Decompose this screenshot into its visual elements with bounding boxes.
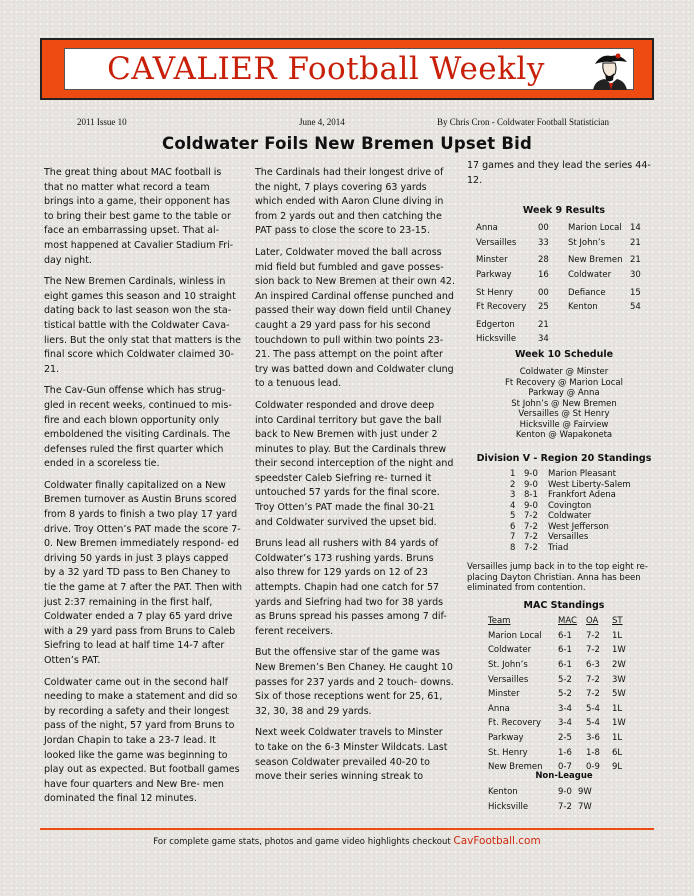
overall-record: 5-4 [586, 703, 600, 714]
team-name: Anna [476, 223, 498, 234]
team-name: St. John’s [488, 660, 528, 671]
rank: 2 [510, 479, 516, 490]
result-row [476, 285, 549, 300]
streak: 1L [612, 630, 623, 641]
record: 8-1 [524, 490, 538, 500]
week9-results-right [568, 221, 641, 315]
team-name: Versailles [488, 674, 529, 685]
issue-date: June 4, 2014 [299, 117, 345, 127]
result-row [476, 332, 549, 347]
scheduled-game: Versailles @ St Henry [518, 409, 610, 419]
mac-record: 6-1 [558, 630, 572, 641]
nonleague-title: Non-League [535, 771, 593, 781]
streak: 2W [612, 660, 626, 671]
record: 7-2 [524, 511, 538, 521]
team-name: Coldwater [548, 511, 592, 521]
overall-record: 7-2 [586, 689, 600, 700]
overall-record: 1-8 [586, 747, 600, 758]
streak: 1L [612, 733, 623, 744]
overall-record: 6-3 [586, 660, 600, 671]
rank: 8 [510, 542, 516, 553]
mac-record: 6-1 [558, 645, 572, 656]
overall-record: 5-4 [586, 718, 600, 729]
scheduled-game: Kenton @ Wapakoneta [515, 430, 613, 440]
result-row [476, 253, 549, 268]
team-name: Coldwater [568, 270, 612, 281]
team-name: Parkway [476, 270, 512, 281]
region-standings [510, 469, 631, 553]
record: 7-2 [524, 521, 538, 532]
record: 9-0 [524, 479, 538, 490]
team-name: Marion Local [568, 223, 622, 234]
standing-row [510, 480, 631, 491]
result-row [568, 236, 641, 251]
mac-record: 5-2 [558, 674, 572, 685]
team-name: Edgerton [476, 319, 515, 330]
article-continuation [467, 159, 661, 195]
rank: 7 [510, 532, 516, 542]
mac-standings-title: MAC Standings [523, 600, 605, 611]
record: 7-2 [524, 532, 538, 542]
team-score: 30 [630, 270, 641, 281]
team-name: Frankfort Adena [548, 490, 616, 500]
mac-record: 1-6 [558, 747, 572, 758]
headline: Coldwater Foils New Bremen Upset Bid [162, 134, 532, 153]
team-name: New Bremen [488, 762, 543, 773]
column-header: Team [488, 616, 511, 627]
week9-title: Week 9 Results [522, 205, 606, 216]
paragraph: Coldwater finally capitalized on a New Bremen turnover as Austin Bruns scored from 8 yards to finish a two play 17 yard drive. Troy Otten’s PAT made the score 7-0. New Bremen immediately respond- ed driving 50 yards in just 3 plays capped by a 32 yard TD pass to Ben Chaney to tie the game at 7 after the PAT. Then with just 2:37 remaining in the first half, Coldwater ended a 7 play 65 yard drive with a 29 yard pass from Bruns to Caleb Siefring to lead at half time 14-7 after Otten’s PAT. [44, 479, 243, 666]
team-score: 00 [538, 287, 549, 298]
result-row [476, 236, 549, 251]
masthead-title: CAVALIER Football Weekly [107, 51, 545, 87]
team-name: Triad [548, 542, 569, 553]
article-column-1 [44, 166, 242, 814]
result-row [568, 221, 641, 236]
team-name: Kenton [488, 787, 518, 798]
paragraph: The great thing about MAC football is that no matter what record a team brings into a game, their opponent has to bring their best game to the table or face an embarrassing upset. That al- most happened at Cavalier Stadium Fri- day night. [44, 167, 234, 266]
footer-rule [40, 828, 654, 830]
mac-record: 3-4 [558, 703, 572, 714]
team-score: 28 [538, 255, 549, 266]
scheduled-game: Ft Recovery @ Marion Local [505, 377, 623, 388]
streak: 9W [578, 787, 592, 798]
region-standings-title: Division V - Region 20 Standings [476, 453, 652, 464]
mac-header-row [488, 614, 626, 629]
paragraph: 17 games and they lead the series 44- 12. [467, 160, 651, 186]
footer [40, 835, 654, 847]
rank: 4 [510, 500, 516, 511]
byline: By Chris Cron - Coldwater Football Statistician [437, 117, 609, 127]
mac-standing-row [488, 672, 626, 687]
scheduled-game: Hicksville @ Fairview [519, 419, 609, 430]
overall-record: 9-0 [558, 787, 572, 798]
streak: 1W [612, 645, 626, 656]
column-header: MAC [558, 616, 577, 627]
issue-number: 2011 Issue 10 [77, 117, 127, 127]
result-row [476, 221, 549, 236]
team-name: Parkway [488, 733, 524, 744]
streak: 1W [612, 718, 626, 729]
team-score: 34 [538, 334, 549, 345]
paragraph: The New Bremen Cardinals, winless in eight games this season and 10 straight dating back to last season won the sta- tistical battle with the Coldwater Cava- liers. But the only stat that matters is the final score which Coldwater claimed 30-21. [44, 276, 242, 375]
standing-row [510, 469, 631, 480]
rank: 1 [510, 469, 516, 479]
team-name: Covington [548, 500, 592, 511]
paragraph: Bruns lead all rushers with 84 yards of Coldwater’s 173 rushing yards. Bruns also threw for 129 yards on 12 of 23 attempts. Chapin had one catch for 57 yards and Siefring had two for 38 yards as Bruns spread his passes among 7 dif- ferent receivers. [255, 538, 447, 637]
mac-record: 2-5 [558, 733, 572, 744]
team-name: Marion Local [488, 630, 542, 641]
team-name: Defiance [568, 287, 606, 298]
team-score: 25 [538, 302, 549, 313]
nonleague-row [488, 800, 592, 815]
team-name: West Liberty-Salem [548, 479, 631, 490]
team-name: Versailles [476, 237, 517, 248]
paragraph: Next week Coldwater travels to Minster to take on the 6-3 Minster Wildcats. Last season Coldwater prevailed 40-20 to move their series winning streak to [255, 727, 448, 783]
streak: 7W [578, 801, 592, 812]
standing-row [510, 522, 631, 533]
masthead-banner [40, 38, 654, 100]
paragraph: The Cardinals had their longest drive of the night, 7 plays covering 63 yards which ended with Aaron Clune diving in from 2 yards out and then catching the PAT pass to close the score to 23-15. [255, 167, 444, 237]
team-name: Hicksville [488, 801, 529, 812]
week10-schedule [467, 367, 661, 441]
mac-record: 6-1 [558, 660, 572, 671]
standing-row [510, 490, 631, 501]
team-name: St Henry [476, 287, 513, 298]
team-name: Versailles [548, 532, 589, 542]
team-name: Anna [488, 703, 510, 714]
mac-record: 3-4 [558, 718, 572, 729]
paragraph: Coldwater came out in the second half needing to make a statement and did so by recording a safety and their longest pass of the night, 57 yard from Bruns to Jordan Chapin to take a 23-7 lead. It looked like the game was beginning to play out as expected. But football games have four quarters and New Bre- men dominated the final 12 minutes. [44, 676, 240, 805]
rank: 5 [510, 511, 516, 521]
mac-standings-table [488, 614, 626, 775]
team-name: Ft. Recovery [488, 718, 542, 729]
team-name: New Bremen [568, 255, 623, 266]
website-link[interactable]: CavFootball.com [453, 835, 541, 847]
mac-record: 5-2 [558, 689, 572, 700]
team-score: 21 [538, 319, 549, 330]
mac-standing-row [488, 629, 626, 644]
column-header: OA [586, 616, 599, 627]
nonleague-table [488, 785, 592, 814]
team-name: St John’s [568, 237, 606, 248]
scheduled-game: Coldwater @ Minster [519, 367, 609, 377]
result-row [568, 300, 641, 315]
week10-title: Week 10 Schedule [514, 349, 614, 360]
standing-row [510, 543, 631, 554]
record: 9-0 [524, 500, 538, 511]
article-column-2 [255, 166, 455, 792]
overall-record: 3-6 [586, 733, 600, 744]
rank: 6 [510, 521, 516, 532]
result-row [476, 300, 549, 315]
team-score: 16 [538, 270, 549, 281]
team-name: West Jefferson [548, 521, 609, 532]
overall-record: 7-2 [586, 674, 600, 685]
streak: 1L [612, 703, 623, 714]
streak: 6L [612, 747, 623, 758]
team-score: 54 [630, 302, 641, 313]
standing-row [510, 501, 631, 512]
cavalier-knight-icon [587, 50, 631, 90]
paragraph: Later, Coldwater moved the ball across mid field but fumbled and gave posses- sion back to New Bremen at their own 42. An inspired Cardinal offense punched and passed their way down field until Chaney caught a 29 yard pass for his second touchdown to pull within two points 23-21. The pass attempt on the point after try was batted down and Coldwater clung to a tenuous lead. [255, 246, 455, 390]
result-row [568, 268, 641, 283]
mac-standing-row [488, 658, 626, 673]
standing-row [510, 511, 631, 522]
mac-standing-row [488, 745, 626, 760]
masthead-inner [64, 48, 634, 90]
team-score: 15 [630, 287, 641, 298]
team-score: 33 [538, 237, 549, 248]
mac-standing-row [488, 687, 626, 702]
result-row [568, 253, 641, 268]
team-name: Minster [488, 689, 520, 700]
overall-record: 7-2 [586, 645, 600, 656]
column-header: ST [612, 616, 623, 627]
mac-standing-row [488, 702, 626, 717]
mac-standing-row [488, 731, 626, 746]
paragraph: Coldwater responded and drove deep into Cardinal territory but gave the ball back to New Bremen with just under 2 minutes to play. But the Cardinals threw their second interception of the night and speedster Caleb Siefring re- turned it untouched 57 yards for the final score. Troy Otten’s PAT made the final 30-21 and Coldwater survived the upset bid. [255, 399, 454, 528]
record: 7-2 [524, 542, 538, 553]
nonleague-row [488, 785, 592, 800]
footer-text: For complete game stats, photos and game video highlights checkout [153, 837, 451, 847]
paragraph: But the offensive star of the game was New Bremen’s Ben Chaney. He caught 10 passes for 237 yards and 2 touch- downs. Six of those receptions went for 25, 61, 32, 30, 38 and 29 yards. [255, 647, 454, 717]
result-row [476, 318, 549, 333]
week9-results-left [476, 221, 549, 347]
team-name: St. Henry [488, 747, 528, 758]
scheduled-game: St John’s @ New Bremen [511, 398, 617, 409]
overall-record: 7-2 [558, 801, 572, 812]
mac-record: 0-7 [558, 762, 572, 773]
streak: 3W [612, 674, 626, 685]
team-name: Kenton [568, 302, 598, 313]
result-row [568, 285, 641, 300]
team-name: Minster [476, 255, 508, 266]
region-note: Versailles jump back in to the top eight re- placing Dayton Christian. Anna has been eliminated from contention. [467, 562, 648, 593]
team-score: 00 [538, 223, 549, 234]
team-score: 21 [630, 237, 641, 248]
mac-standing-row [488, 716, 626, 731]
mac-standing-row [488, 643, 626, 658]
overall-record: 7-2 [586, 630, 600, 641]
standing-row [510, 532, 631, 543]
team-name: Hicksville [476, 334, 517, 345]
scheduled-game: Parkway @ Anna [528, 388, 600, 398]
team-score: 21 [630, 255, 641, 266]
overall-record: 0-9 [586, 762, 600, 773]
team-name: Coldwater [488, 645, 532, 656]
streak: 5W [612, 689, 626, 700]
team-score: 14 [630, 223, 641, 234]
streak: 9L [612, 762, 623, 773]
team-name: Marion Pleasant [548, 469, 616, 479]
result-row [476, 268, 549, 283]
paragraph: The Cav-Gun offense which has strug- gled in recent weeks, continued to mis- fire and each blown opportunity only emboldened the visiting Cardinals. The defenses ruled the first quarter which ended in a scoreless tie. [44, 385, 232, 470]
team-name: Ft Recovery [476, 302, 527, 313]
rank: 3 [510, 490, 516, 500]
record: 9-0 [524, 469, 538, 479]
